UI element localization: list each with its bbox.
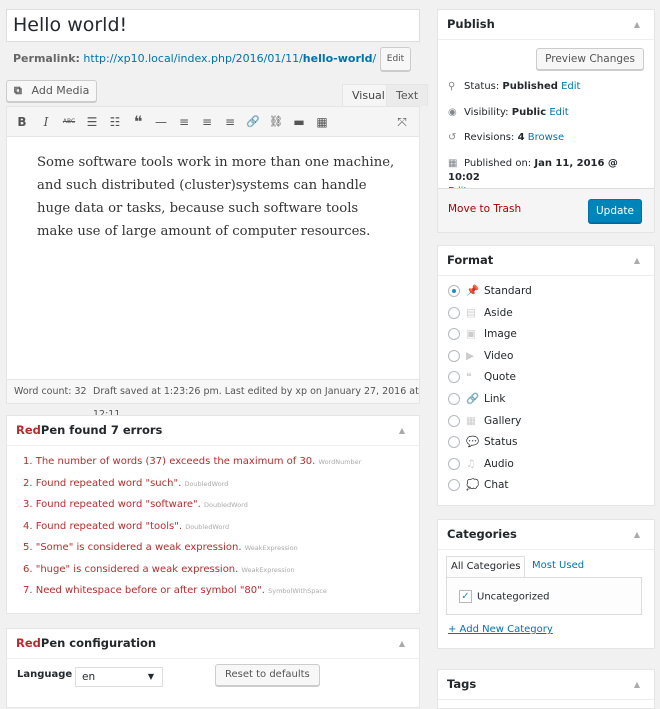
format-option-image[interactable] [448, 325, 517, 343]
format-radio[interactable] [448, 458, 460, 470]
categories-box [437, 519, 655, 649]
redpen-config-title-rest: Pen configuration [40, 636, 157, 650]
post-title-input[interactable]: Hello world! [6, 9, 420, 42]
permalink-tail: / [372, 52, 377, 65]
tab-all-categories[interactable]: All Categories [446, 556, 525, 578]
visibility-row [448, 106, 648, 120]
visibility-label: Visibility: [464, 107, 509, 118]
error-number: 1. [23, 456, 33, 467]
dropdown-arrow-icon: ▼ [147, 672, 154, 681]
language-select[interactable] [75, 667, 163, 687]
format-box [437, 245, 655, 506]
editor-toolbar [7, 107, 419, 137]
format-label: Aside [484, 306, 513, 319]
chat-icon: 💭 [466, 479, 480, 492]
format-option-audio[interactable] [448, 455, 514, 473]
format-option-video[interactable] [448, 347, 513, 365]
error-rule: DoubledWord [184, 479, 229, 488]
align-left-icon[interactable]: ≡ [178, 115, 190, 129]
italic-icon[interactable]: I [43, 115, 49, 129]
collapse-icon[interactable]: ▲ [633, 680, 640, 689]
error-rule: WordNumber [318, 458, 362, 466]
publishing-actions [438, 188, 654, 232]
tags-title: Tags [447, 677, 477, 691]
error-rule: SymbolWithSpace [268, 587, 327, 595]
collapse-icon[interactable]: ▲ [398, 426, 405, 435]
category-tabs [446, 556, 646, 578]
format-label: Standard [484, 285, 532, 297]
format-label: Gallery [484, 414, 522, 427]
format-label: Image [484, 328, 517, 341]
error-item[interactable] [7, 542, 361, 564]
redpen-errors-box [6, 415, 420, 614]
link-icon: 🔗 [466, 393, 480, 405]
horizontal-line-icon[interactable]: — [155, 115, 167, 129]
add-media-label: Add Media [31, 84, 90, 97]
move-to-trash-link[interactable]: Move to Trash [448, 203, 522, 215]
error-number: 2. [23, 477, 33, 489]
error-number: 7. [23, 585, 33, 596]
publish-header[interactable] [438, 10, 654, 40]
read-more-icon[interactable]: ▬ [293, 115, 305, 129]
redpen-config-box [6, 628, 420, 708]
format-radio[interactable] [448, 479, 460, 491]
error-item[interactable] [7, 478, 361, 500]
format-label: Quote [484, 371, 516, 384]
error-rule: WeakExpression [241, 565, 295, 574]
format-radio[interactable] [448, 371, 460, 383]
format-header[interactable] [438, 246, 654, 276]
language-value: en [82, 671, 96, 683]
fullscreen-icon[interactable]: ⤧ [397, 115, 407, 129]
error-message: "huge" is considered a weak expression. [35, 563, 239, 575]
link-icon[interactable]: 🔗 [246, 115, 260, 128]
error-message: Found repeated word "such". [35, 477, 182, 489]
redpen-title-rest: Pen found 7 errors [40, 423, 163, 437]
visibility-value: Public [511, 107, 547, 118]
bold-icon[interactable]: B [17, 115, 27, 129]
align-right-icon[interactable]: ≡ [224, 115, 236, 129]
publish-box [437, 9, 655, 233]
redpen-config-title-prefix: Red [16, 636, 41, 650]
quote-icon: ❝ [466, 371, 472, 384]
category-item[interactable] [459, 590, 549, 603]
calendar-icon: ▦ [448, 158, 458, 169]
word-count: Word count: 32 [14, 386, 87, 397]
format-option-link[interactable] [448, 390, 506, 408]
error-item[interactable] [7, 585, 361, 607]
numbered-list-icon[interactable]: ☷ [109, 115, 121, 129]
redpen-title-prefix: Red [16, 423, 41, 437]
add-media-button[interactable] [6, 80, 97, 102]
error-message: Found repeated word "software". [35, 499, 201, 510]
edit-status-link[interactable]: Edit [561, 81, 581, 92]
category-checkbox[interactable]: ✓ [459, 590, 472, 603]
history-icon: ↺ [448, 132, 457, 143]
revisions-value: 4 [517, 132, 525, 143]
collapse-icon[interactable]: ▲ [633, 20, 640, 29]
collapse-icon[interactable]: ▲ [398, 639, 405, 648]
language-label: Language [17, 669, 73, 680]
error-number: 4. [23, 520, 33, 532]
tab-most-used[interactable]: Most Used [532, 560, 585, 571]
error-number: 6. [23, 563, 33, 575]
error-number: 5. [23, 542, 33, 553]
permalink-label: Permalink: [13, 52, 80, 65]
categories-title: Categories [447, 527, 517, 541]
error-number: 3. [23, 499, 33, 510]
format-radio[interactable] [448, 307, 460, 319]
media-icon: ⧉ [14, 84, 22, 97]
published-label: Published on: [464, 158, 532, 169]
error-message: The number of words (37) exceeds the maximum of 30. [35, 456, 316, 467]
format-radio[interactable] [448, 285, 460, 297]
error-item[interactable] [7, 521, 361, 543]
editor-content[interactable]: Some software tools work in more than one machine, and such distributed (cluster)systems can handle huge data or tasks, because such software tools make use of large amount of computer resources. [37, 155, 395, 239]
format-label: Video [484, 349, 514, 362]
format-radio[interactable] [448, 415, 460, 427]
permalink-slug: hello-world [302, 52, 373, 65]
category-checklist [446, 577, 642, 615]
blockquote-icon[interactable]: ❝ [133, 112, 143, 131]
pin-icon: 📌 [466, 285, 480, 297]
revisions-row [448, 131, 648, 145]
error-item[interactable] [7, 456, 361, 478]
permalink-link[interactable] [83, 52, 376, 65]
collapse-icon[interactable]: ▲ [633, 530, 640, 539]
edit-permalink-button[interactable]: Edit [380, 47, 411, 71]
editor-status-bar [7, 379, 419, 403]
strikethrough-icon[interactable]: ABC [62, 118, 76, 125]
published-value: Jan 11, 2016 @ 10:02 [448, 158, 618, 183]
update-button[interactable]: Update [588, 199, 642, 223]
reset-defaults-button[interactable]: Reset to defaults [215, 664, 320, 686]
format-label: Status [484, 436, 518, 449]
post-status-row [448, 80, 648, 94]
tab-text[interactable]: Text [386, 84, 428, 106]
tags-box [437, 669, 655, 709]
eye-icon: ◉ [448, 107, 457, 118]
tags-header[interactable] [438, 670, 654, 700]
browse-revisions-link[interactable]: Browse [527, 132, 565, 143]
pin-icon: ⚲ [448, 81, 456, 92]
publish-title: Publish [447, 17, 495, 31]
format-option-chat[interactable] [448, 476, 509, 494]
gallery-icon: ▦ [466, 414, 476, 427]
format-option-standard[interactable] [448, 282, 532, 300]
status-icon: 💬 [466, 436, 480, 449]
error-message: "Some" is considered a weak expression. [35, 542, 242, 553]
error-message: Found repeated word "tools". [35, 520, 183, 532]
post-editor [6, 106, 420, 404]
categories-header[interactable] [438, 520, 654, 550]
format-radio[interactable] [448, 393, 460, 405]
collapse-icon[interactable]: ▲ [633, 256, 640, 265]
format-radio[interactable] [448, 328, 460, 340]
error-item[interactable] [7, 499, 361, 521]
bullet-list-icon[interactable]: ☰ [86, 115, 98, 129]
permalink-base: http://xp10.local/index.php/2016/01/11/ [83, 52, 303, 65]
format-option-gallery[interactable] [448, 412, 521, 430]
error-item[interactable] [7, 564, 361, 586]
format-option-quote[interactable] [448, 368, 516, 386]
tab-visual[interactable]: Visual [342, 84, 395, 106]
format-label: Link [484, 393, 506, 405]
align-center-icon[interactable]: ≡ [201, 115, 213, 129]
status-value: Published [502, 81, 558, 92]
category-label: Uncategorized [477, 591, 550, 603]
revisions-label: Revisions: [464, 132, 515, 143]
permalink-row [13, 47, 411, 71]
format-radio[interactable] [448, 436, 460, 448]
error-rule: DoubledWord [185, 522, 230, 531]
audio-icon: ♫ [466, 457, 476, 470]
aside-icon: ▤ [466, 306, 476, 319]
format-option-aside[interactable] [448, 304, 513, 322]
image-icon: ▣ [466, 328, 476, 341]
format-title: Format [447, 253, 494, 267]
toolbar-toggle-icon[interactable]: ▦ [316, 115, 328, 129]
draft-saved-status: Draft saved at 1:23:26 pm. Last edited by xp on January 27, 2016 at [93, 386, 419, 397]
error-rule: DoubledWord [204, 501, 248, 509]
error-list [7, 456, 361, 607]
format-label: Audio [484, 457, 514, 470]
redpen-config-header[interactable] [7, 629, 419, 659]
format-option-status[interactable] [448, 433, 517, 451]
status-label: Status: [464, 81, 500, 92]
preview-changes-button[interactable]: Preview Changes [536, 48, 644, 70]
edit-visibility-link[interactable]: Edit [549, 107, 569, 118]
add-new-category-link[interactable]: + Add New Category [448, 624, 553, 635]
error-rule: WeakExpression [244, 544, 298, 552]
error-message: Need whitespace before or after symbol "80". [35, 585, 265, 596]
redpen-errors-header[interactable] [7, 416, 419, 446]
video-icon: ▶ [466, 349, 475, 362]
format-label: Chat [484, 479, 509, 492]
unlink-icon[interactable]: ⛓ [269, 115, 283, 128]
format-radio[interactable] [448, 350, 460, 362]
